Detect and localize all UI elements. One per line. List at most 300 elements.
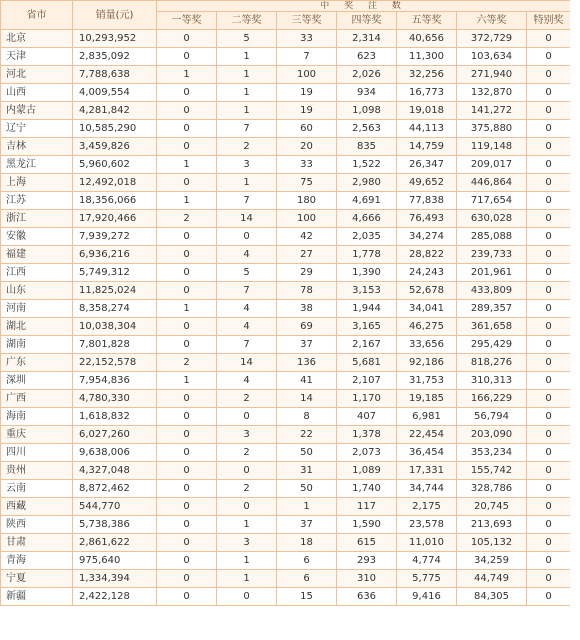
header-prize-5: 五等奖 bbox=[397, 12, 457, 30]
sales-cell: 1,334,394 bbox=[73, 570, 157, 588]
table-row bbox=[1, 228, 571, 246]
prize-4-cell: 1,944 bbox=[337, 300, 397, 318]
sales-cell: 22,152,578 bbox=[73, 354, 157, 372]
prize-6-cell: 20,745 bbox=[457, 498, 527, 516]
prize-6-cell: 84,305 bbox=[457, 588, 527, 606]
table-row bbox=[1, 120, 571, 138]
prize-3-cell: 8 bbox=[277, 408, 337, 426]
prize-special-cell: 0 bbox=[527, 228, 571, 246]
prize-1-cell: 1 bbox=[157, 156, 217, 174]
table-row bbox=[1, 552, 571, 570]
province-cell: 福建 bbox=[1, 246, 73, 264]
prize-2-cell: 7 bbox=[217, 192, 277, 210]
prize-2-cell: 14 bbox=[217, 210, 277, 228]
prize-1-cell: 0 bbox=[157, 534, 217, 552]
prize-4-cell: 2,035 bbox=[337, 228, 397, 246]
prize-6-cell: 103,634 bbox=[457, 48, 527, 66]
prize-6-cell: 285,088 bbox=[457, 228, 527, 246]
province-cell: 西藏 bbox=[1, 498, 73, 516]
table-row bbox=[1, 444, 571, 462]
prize-1-cell: 0 bbox=[157, 318, 217, 336]
province-cell: 天津 bbox=[1, 48, 73, 66]
prize-5-cell: 11,010 bbox=[397, 534, 457, 552]
province-cell: 黑龙江 bbox=[1, 156, 73, 174]
header-prize-6: 六等奖 bbox=[457, 12, 527, 30]
prize-3-cell: 33 bbox=[277, 156, 337, 174]
sales-cell: 5,960,602 bbox=[73, 156, 157, 174]
province-cell: 湖北 bbox=[1, 318, 73, 336]
sales-cell: 5,738,386 bbox=[73, 516, 157, 534]
prize-1-cell: 0 bbox=[157, 228, 217, 246]
prize-4-cell: 3,153 bbox=[337, 282, 397, 300]
prize-5-cell: 77,838 bbox=[397, 192, 457, 210]
prize-special-cell: 0 bbox=[527, 552, 571, 570]
prize-2-cell: 7 bbox=[217, 282, 277, 300]
sales-cell: 2,422,128 bbox=[73, 588, 157, 606]
sales-cell: 544,770 bbox=[73, 498, 157, 516]
prize-4-cell: 1,378 bbox=[337, 426, 397, 444]
prize-3-cell: 180 bbox=[277, 192, 337, 210]
sales-cell: 18,356,066 bbox=[73, 192, 157, 210]
table-row bbox=[1, 156, 571, 174]
table-row bbox=[1, 66, 571, 84]
prize-special-cell: 0 bbox=[527, 120, 571, 138]
prize-2-cell: 4 bbox=[217, 318, 277, 336]
prize-5-cell: 34,744 bbox=[397, 480, 457, 498]
prize-2-cell: 1 bbox=[217, 48, 277, 66]
prize-special-cell: 0 bbox=[527, 30, 571, 48]
table-row bbox=[1, 354, 571, 372]
prize-special-cell: 0 bbox=[527, 354, 571, 372]
province-cell: 山东 bbox=[1, 282, 73, 300]
table-row bbox=[1, 426, 571, 444]
prize-6-cell: 34,259 bbox=[457, 552, 527, 570]
prize-1-cell: 0 bbox=[157, 588, 217, 606]
prize-special-cell: 0 bbox=[527, 408, 571, 426]
prize-1-cell: 0 bbox=[157, 408, 217, 426]
header-prize-2: 二等奖 bbox=[217, 12, 277, 30]
province-cell: 甘肃 bbox=[1, 534, 73, 552]
prize-6-cell: 166,229 bbox=[457, 390, 527, 408]
prize-5-cell: 28,822 bbox=[397, 246, 457, 264]
prize-5-cell: 19,185 bbox=[397, 390, 457, 408]
prize-6-cell: 119,148 bbox=[457, 138, 527, 156]
prize-5-cell: 31,753 bbox=[397, 372, 457, 390]
prize-5-cell: 34,274 bbox=[397, 228, 457, 246]
prize-4-cell: 2,314 bbox=[337, 30, 397, 48]
prize-5-cell: 2,175 bbox=[397, 498, 457, 516]
prize-2-cell: 1 bbox=[217, 516, 277, 534]
prize-5-cell: 11,300 bbox=[397, 48, 457, 66]
prize-3-cell: 136 bbox=[277, 354, 337, 372]
table-row bbox=[1, 570, 571, 588]
prize-3-cell: 75 bbox=[277, 174, 337, 192]
province-cell: 浙江 bbox=[1, 210, 73, 228]
prize-special-cell: 0 bbox=[527, 300, 571, 318]
prize-4-cell: 1,522 bbox=[337, 156, 397, 174]
prize-6-cell: 141,272 bbox=[457, 102, 527, 120]
prize-3-cell: 20 bbox=[277, 138, 337, 156]
prize-4-cell: 1,740 bbox=[337, 480, 397, 498]
sales-cell: 10,585,290 bbox=[73, 120, 157, 138]
prize-3-cell: 27 bbox=[277, 246, 337, 264]
header-winning-count: 中 奖 注 数 bbox=[157, 1, 571, 12]
prize-5-cell: 92,186 bbox=[397, 354, 457, 372]
prize-4-cell: 1,778 bbox=[337, 246, 397, 264]
prize-special-cell: 0 bbox=[527, 246, 571, 264]
prize-2-cell: 5 bbox=[217, 264, 277, 282]
prize-2-cell: 4 bbox=[217, 246, 277, 264]
table-row bbox=[1, 192, 571, 210]
province-cell: 内蒙古 bbox=[1, 102, 73, 120]
table-row bbox=[1, 498, 571, 516]
prize-2-cell: 2 bbox=[217, 138, 277, 156]
table-row bbox=[1, 462, 571, 480]
prize-1-cell: 0 bbox=[157, 336, 217, 354]
prize-3-cell: 29 bbox=[277, 264, 337, 282]
province-cell: 安徽 bbox=[1, 228, 73, 246]
prize-4-cell: 2,980 bbox=[337, 174, 397, 192]
prize-3-cell: 41 bbox=[277, 372, 337, 390]
sales-cell: 5,749,312 bbox=[73, 264, 157, 282]
prize-3-cell: 60 bbox=[277, 120, 337, 138]
header-prize-3: 三等奖 bbox=[277, 12, 337, 30]
province-cell: 陕西 bbox=[1, 516, 73, 534]
prize-2-cell: 1 bbox=[217, 84, 277, 102]
prize-4-cell: 2,026 bbox=[337, 66, 397, 84]
sales-cell: 4,281,842 bbox=[73, 102, 157, 120]
prize-5-cell: 46,275 bbox=[397, 318, 457, 336]
prize-1-cell: 2 bbox=[157, 210, 217, 228]
prize-3-cell: 14 bbox=[277, 390, 337, 408]
prize-4-cell: 1,170 bbox=[337, 390, 397, 408]
prize-4-cell: 934 bbox=[337, 84, 397, 102]
prize-special-cell: 0 bbox=[527, 264, 571, 282]
sales-cell: 17,920,466 bbox=[73, 210, 157, 228]
prize-4-cell: 1,098 bbox=[337, 102, 397, 120]
header-prize-4: 四等奖 bbox=[337, 12, 397, 30]
prize-special-cell: 0 bbox=[527, 156, 571, 174]
prize-4-cell: 5,681 bbox=[337, 354, 397, 372]
table-row bbox=[1, 588, 571, 606]
prize-special-cell: 0 bbox=[527, 462, 571, 480]
prize-6-cell: 353,234 bbox=[457, 444, 527, 462]
prize-special-cell: 0 bbox=[527, 48, 571, 66]
table-row bbox=[1, 336, 571, 354]
prize-1-cell: 1 bbox=[157, 372, 217, 390]
prize-5-cell: 4,774 bbox=[397, 552, 457, 570]
sales-cell: 10,038,304 bbox=[73, 318, 157, 336]
prize-4-cell: 615 bbox=[337, 534, 397, 552]
prize-1-cell: 1 bbox=[157, 66, 217, 84]
prize-special-cell: 0 bbox=[527, 480, 571, 498]
province-cell: 河南 bbox=[1, 300, 73, 318]
prize-3-cell: 6 bbox=[277, 552, 337, 570]
prize-6-cell: 372,729 bbox=[457, 30, 527, 48]
prize-5-cell: 40,656 bbox=[397, 30, 457, 48]
prize-3-cell: 42 bbox=[277, 228, 337, 246]
table-row bbox=[1, 138, 571, 156]
header-prize-special: 特别奖 bbox=[527, 12, 571, 30]
prize-2-cell: 7 bbox=[217, 120, 277, 138]
prize-5-cell: 22,454 bbox=[397, 426, 457, 444]
prize-4-cell: 117 bbox=[337, 498, 397, 516]
prize-5-cell: 16,773 bbox=[397, 84, 457, 102]
sales-cell: 7,788,638 bbox=[73, 66, 157, 84]
prize-3-cell: 1 bbox=[277, 498, 337, 516]
prize-6-cell: 289,357 bbox=[457, 300, 527, 318]
prize-2-cell: 4 bbox=[217, 372, 277, 390]
prize-special-cell: 0 bbox=[527, 372, 571, 390]
prize-special-cell: 0 bbox=[527, 390, 571, 408]
prize-3-cell: 50 bbox=[277, 480, 337, 498]
prize-6-cell: 818,276 bbox=[457, 354, 527, 372]
prize-4-cell: 623 bbox=[337, 48, 397, 66]
prize-4-cell: 2,167 bbox=[337, 336, 397, 354]
prize-3-cell: 50 bbox=[277, 444, 337, 462]
sales-cell: 1,618,832 bbox=[73, 408, 157, 426]
table-row bbox=[1, 390, 571, 408]
prize-4-cell: 4,666 bbox=[337, 210, 397, 228]
prize-1-cell: 0 bbox=[157, 282, 217, 300]
province-cell: 湖南 bbox=[1, 336, 73, 354]
province-cell: 四川 bbox=[1, 444, 73, 462]
prize-2-cell: 0 bbox=[217, 498, 277, 516]
prize-4-cell: 1,390 bbox=[337, 264, 397, 282]
prize-6-cell: 105,132 bbox=[457, 534, 527, 552]
table-row bbox=[1, 372, 571, 390]
prize-6-cell: 433,809 bbox=[457, 282, 527, 300]
prize-5-cell: 34,041 bbox=[397, 300, 457, 318]
sales-cell: 2,835,092 bbox=[73, 48, 157, 66]
prize-6-cell: 446,864 bbox=[457, 174, 527, 192]
table-row bbox=[1, 30, 571, 48]
prize-4-cell: 4,691 bbox=[337, 192, 397, 210]
province-cell: 上海 bbox=[1, 174, 73, 192]
prize-2-cell: 7 bbox=[217, 336, 277, 354]
province-cell: 海南 bbox=[1, 408, 73, 426]
prize-5-cell: 9,416 bbox=[397, 588, 457, 606]
prize-2-cell: 14 bbox=[217, 354, 277, 372]
prize-5-cell: 44,113 bbox=[397, 120, 457, 138]
prize-6-cell: 717,654 bbox=[457, 192, 527, 210]
prize-4-cell: 407 bbox=[337, 408, 397, 426]
sales-cell: 11,825,024 bbox=[73, 282, 157, 300]
prize-4-cell: 636 bbox=[337, 588, 397, 606]
prize-5-cell: 6,981 bbox=[397, 408, 457, 426]
prize-special-cell: 0 bbox=[527, 210, 571, 228]
province-cell: 吉林 bbox=[1, 138, 73, 156]
prize-4-cell: 1,089 bbox=[337, 462, 397, 480]
province-cell: 重庆 bbox=[1, 426, 73, 444]
province-cell: 辽宁 bbox=[1, 120, 73, 138]
table-row bbox=[1, 408, 571, 426]
prize-1-cell: 0 bbox=[157, 498, 217, 516]
province-cell: 江苏 bbox=[1, 192, 73, 210]
table-row bbox=[1, 516, 571, 534]
prize-2-cell: 3 bbox=[217, 156, 277, 174]
prize-5-cell: 14,759 bbox=[397, 138, 457, 156]
prize-3-cell: 19 bbox=[277, 102, 337, 120]
sales-cell: 2,861,622 bbox=[73, 534, 157, 552]
prize-5-cell: 5,775 bbox=[397, 570, 457, 588]
province-cell: 广西 bbox=[1, 390, 73, 408]
prize-2-cell: 0 bbox=[217, 588, 277, 606]
sales-cell: 4,009,554 bbox=[73, 84, 157, 102]
prize-1-cell: 0 bbox=[157, 174, 217, 192]
prize-5-cell: 23,578 bbox=[397, 516, 457, 534]
sales-cell: 3,459,826 bbox=[73, 138, 157, 156]
sales-cell: 4,780,330 bbox=[73, 390, 157, 408]
prize-special-cell: 0 bbox=[527, 318, 571, 336]
prize-4-cell: 2,073 bbox=[337, 444, 397, 462]
table-row bbox=[1, 318, 571, 336]
province-cell: 贵州 bbox=[1, 462, 73, 480]
prize-1-cell: 2 bbox=[157, 354, 217, 372]
province-cell: 云南 bbox=[1, 480, 73, 498]
prize-1-cell: 0 bbox=[157, 462, 217, 480]
prize-3-cell: 6 bbox=[277, 570, 337, 588]
prize-6-cell: 239,733 bbox=[457, 246, 527, 264]
province-cell: 北京 bbox=[1, 30, 73, 48]
sales-cell: 8,358,274 bbox=[73, 300, 157, 318]
prize-1-cell: 0 bbox=[157, 570, 217, 588]
prize-3-cell: 31 bbox=[277, 462, 337, 480]
prize-2-cell: 1 bbox=[217, 102, 277, 120]
prize-5-cell: 52,678 bbox=[397, 282, 457, 300]
prize-4-cell: 293 bbox=[337, 552, 397, 570]
prize-2-cell: 5 bbox=[217, 30, 277, 48]
prize-4-cell: 835 bbox=[337, 138, 397, 156]
table-row bbox=[1, 480, 571, 498]
prize-1-cell: 0 bbox=[157, 246, 217, 264]
table-row bbox=[1, 48, 571, 66]
province-cell: 新疆 bbox=[1, 588, 73, 606]
prize-1-cell: 0 bbox=[157, 390, 217, 408]
prize-2-cell: 1 bbox=[217, 570, 277, 588]
prize-1-cell: 0 bbox=[157, 444, 217, 462]
prize-5-cell: 32,256 bbox=[397, 66, 457, 84]
prize-1-cell: 0 bbox=[157, 552, 217, 570]
table-row bbox=[1, 174, 571, 192]
prize-3-cell: 100 bbox=[277, 66, 337, 84]
province-cell: 深圳 bbox=[1, 372, 73, 390]
table-body bbox=[1, 30, 571, 606]
prize-2-cell: 3 bbox=[217, 426, 277, 444]
prize-3-cell: 37 bbox=[277, 336, 337, 354]
prize-3-cell: 18 bbox=[277, 534, 337, 552]
prize-5-cell: 49,652 bbox=[397, 174, 457, 192]
table-row bbox=[1, 246, 571, 264]
sales-cell: 10,293,952 bbox=[73, 30, 157, 48]
table-row bbox=[1, 300, 571, 318]
prize-special-cell: 0 bbox=[527, 534, 571, 552]
table-row bbox=[1, 534, 571, 552]
prize-2-cell: 1 bbox=[217, 174, 277, 192]
sales-cell: 7,801,828 bbox=[73, 336, 157, 354]
prize-3-cell: 37 bbox=[277, 516, 337, 534]
prize-6-cell: 375,880 bbox=[457, 120, 527, 138]
header-province: 省市 bbox=[1, 1, 73, 30]
prize-2-cell: 2 bbox=[217, 480, 277, 498]
prize-4-cell: 1,590 bbox=[337, 516, 397, 534]
prize-3-cell: 38 bbox=[277, 300, 337, 318]
prize-special-cell: 0 bbox=[527, 66, 571, 84]
prize-special-cell: 0 bbox=[527, 426, 571, 444]
prize-1-cell: 0 bbox=[157, 102, 217, 120]
prize-6-cell: 132,870 bbox=[457, 84, 527, 102]
table-row bbox=[1, 210, 571, 228]
prize-1-cell: 0 bbox=[157, 84, 217, 102]
right-margin bbox=[570, 0, 580, 640]
sales-cell: 975,640 bbox=[73, 552, 157, 570]
prize-1-cell: 0 bbox=[157, 138, 217, 156]
prize-6-cell: 361,658 bbox=[457, 318, 527, 336]
prize-1-cell: 0 bbox=[157, 264, 217, 282]
prize-2-cell: 2 bbox=[217, 444, 277, 462]
prize-6-cell: 155,742 bbox=[457, 462, 527, 480]
prize-3-cell: 7 bbox=[277, 48, 337, 66]
province-cell: 青海 bbox=[1, 552, 73, 570]
province-cell: 山西 bbox=[1, 84, 73, 102]
prize-1-cell: 0 bbox=[157, 48, 217, 66]
prize-5-cell: 17,331 bbox=[397, 462, 457, 480]
prize-special-cell: 0 bbox=[527, 174, 571, 192]
table-header bbox=[1, 1, 571, 30]
prize-6-cell: 56,794 bbox=[457, 408, 527, 426]
prize-4-cell: 2,107 bbox=[337, 372, 397, 390]
prize-5-cell: 76,493 bbox=[397, 210, 457, 228]
prize-special-cell: 0 bbox=[527, 570, 571, 588]
prize-3-cell: 22 bbox=[277, 426, 337, 444]
prize-5-cell: 36,454 bbox=[397, 444, 457, 462]
table-row bbox=[1, 282, 571, 300]
prize-2-cell: 0 bbox=[217, 408, 277, 426]
prize-2-cell: 0 bbox=[217, 228, 277, 246]
prize-6-cell: 203,090 bbox=[457, 426, 527, 444]
prize-6-cell: 44,749 bbox=[457, 570, 527, 588]
prize-6-cell: 213,693 bbox=[457, 516, 527, 534]
sales-cell: 7,954,836 bbox=[73, 372, 157, 390]
prize-4-cell: 310 bbox=[337, 570, 397, 588]
province-cell: 江西 bbox=[1, 264, 73, 282]
prize-special-cell: 0 bbox=[527, 588, 571, 606]
table-row bbox=[1, 84, 571, 102]
sales-cell: 7,939,272 bbox=[73, 228, 157, 246]
prize-4-cell: 3,165 bbox=[337, 318, 397, 336]
province-cell: 宁夏 bbox=[1, 570, 73, 588]
prize-special-cell: 0 bbox=[527, 516, 571, 534]
prize-5-cell: 26,347 bbox=[397, 156, 457, 174]
prize-2-cell: 1 bbox=[217, 66, 277, 84]
prize-1-cell: 0 bbox=[157, 120, 217, 138]
sales-cell: 6,027,260 bbox=[73, 426, 157, 444]
prize-6-cell: 630,028 bbox=[457, 210, 527, 228]
prize-6-cell: 328,786 bbox=[457, 480, 527, 498]
prize-6-cell: 310,313 bbox=[457, 372, 527, 390]
prize-4-cell: 2,563 bbox=[337, 120, 397, 138]
prize-5-cell: 33,656 bbox=[397, 336, 457, 354]
prize-1-cell: 0 bbox=[157, 426, 217, 444]
prize-6-cell: 209,017 bbox=[457, 156, 527, 174]
prize-special-cell: 0 bbox=[527, 444, 571, 462]
province-cell: 广东 bbox=[1, 354, 73, 372]
prize-3-cell: 100 bbox=[277, 210, 337, 228]
sales-cell: 4,327,048 bbox=[73, 462, 157, 480]
prize-special-cell: 0 bbox=[527, 498, 571, 516]
sales-cell: 9,638,006 bbox=[73, 444, 157, 462]
prize-special-cell: 0 bbox=[527, 84, 571, 102]
